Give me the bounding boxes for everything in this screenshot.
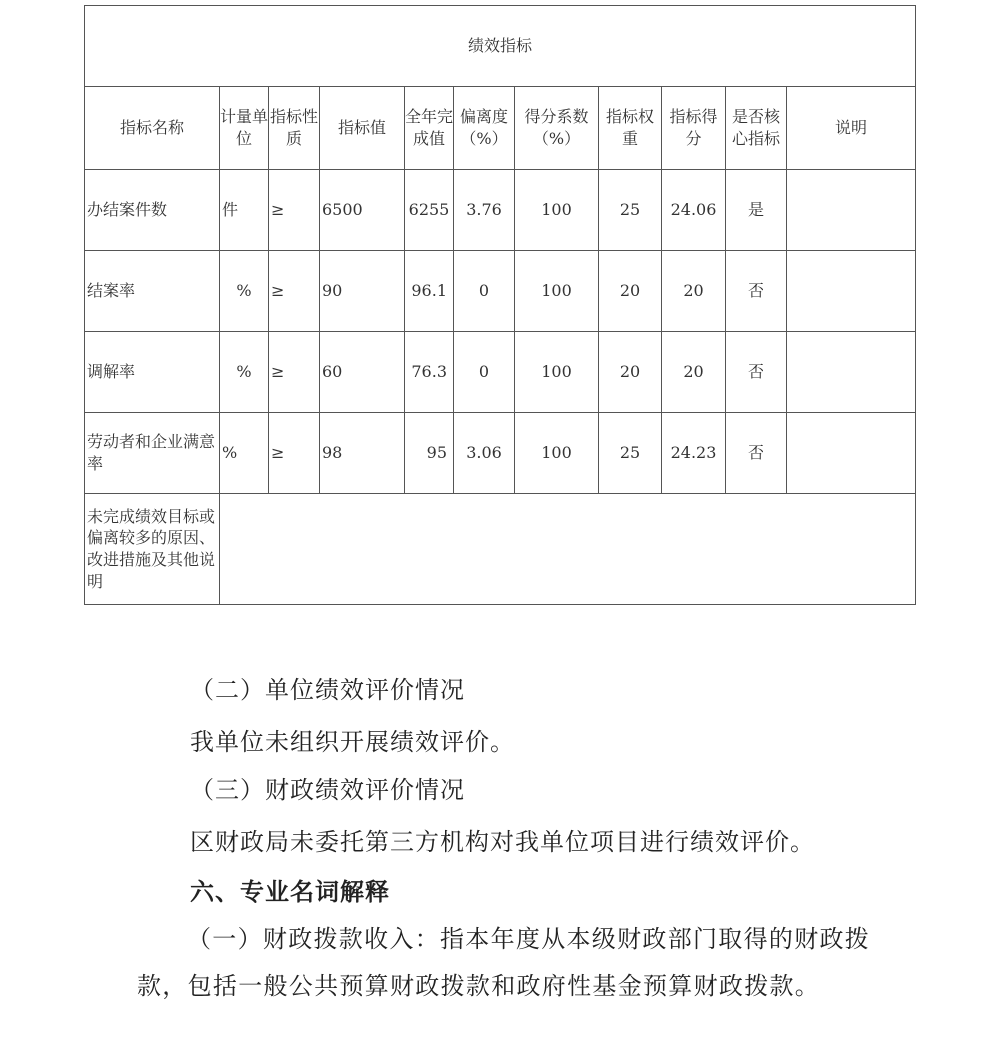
table-title: 绩效指标 xyxy=(85,6,916,87)
indicator-target: 98 xyxy=(320,413,405,494)
paragraph-unit-evaluation: 我单位未组织开展绩效评价。 xyxy=(190,728,515,756)
paragraph-finance-evaluation: 区财政局未委托第三方机构对我单位项目进行绩效评价。 xyxy=(190,828,815,856)
table-row xyxy=(85,251,916,332)
header-cell: 指标值 xyxy=(320,87,405,170)
heading-terms: 六、专业名词解释 xyxy=(190,877,390,906)
header-cell: 说明 xyxy=(787,87,916,170)
indicator-name: 结案率 xyxy=(85,251,220,332)
indicator-unit: 件 xyxy=(220,170,269,251)
heading-unit-evaluation: （二）单位绩效评价情况 xyxy=(190,676,465,704)
indicator-name: 办结案件数 xyxy=(85,170,220,251)
indicator-deviation: 3.76 xyxy=(454,170,515,251)
paragraph-term-1 xyxy=(137,916,897,1010)
indicator-deviation: 3.06 xyxy=(454,413,515,494)
heading-finance-evaluation: （三）财政绩效评价情况 xyxy=(190,776,465,804)
performance-indicator-table xyxy=(84,5,916,605)
indicator-core: 否 xyxy=(726,332,787,413)
table-header-row xyxy=(85,87,916,170)
indicator-nature: ≥ xyxy=(269,332,320,413)
indicator-core: 是 xyxy=(726,170,787,251)
header-cell: 得分系数（%） xyxy=(515,87,599,170)
indicator-note xyxy=(787,170,916,251)
indicator-actual: 95 xyxy=(405,413,454,494)
header-cell: 指标性质 xyxy=(269,87,320,170)
header-cell: 指标得分 xyxy=(662,87,726,170)
indicator-unit: % xyxy=(220,332,269,413)
indicator-score: 24.23 xyxy=(662,413,726,494)
indicator-name: 劳动者和企业满意率 xyxy=(85,413,220,494)
header-cell: 是否核心指标 xyxy=(726,87,787,170)
indicator-coef: 100 xyxy=(515,170,599,251)
indicator-target: 90 xyxy=(320,251,405,332)
indicator-coef: 100 xyxy=(515,413,599,494)
indicator-deviation: 0 xyxy=(454,332,515,413)
indicator-core: 否 xyxy=(726,251,787,332)
indicator-score: 20 xyxy=(662,332,726,413)
header-cell: 计量单位 xyxy=(220,87,269,170)
indicator-weight: 20 xyxy=(599,332,662,413)
indicator-deviation: 0 xyxy=(454,251,515,332)
indicator-nature: ≥ xyxy=(269,413,320,494)
indicator-unit: % xyxy=(220,413,269,494)
indicator-actual: 6255 xyxy=(405,170,454,251)
indicator-target: 6500 xyxy=(320,170,405,251)
indicator-score: 20 xyxy=(662,251,726,332)
indicator-weight: 25 xyxy=(599,413,662,494)
indicator-actual: 96.1 xyxy=(405,251,454,332)
indicator-coef: 100 xyxy=(515,251,599,332)
indicator-weight: 25 xyxy=(599,170,662,251)
indicator-unit: % xyxy=(220,251,269,332)
indicator-core: 否 xyxy=(726,413,787,494)
header-cell: 偏离度（%） xyxy=(454,87,515,170)
term-1-text: （一）财政拨款收入：指本年度从本级财政部门取得的财政拨款，包括一般公共预算财政拨款和政府性基金预算财政拨款。 xyxy=(137,925,871,1000)
table-row xyxy=(85,170,916,251)
indicator-target: 60 xyxy=(320,332,405,413)
indicator-actual: 76.3 xyxy=(405,332,454,413)
table-row xyxy=(85,332,916,413)
indicator-name: 调解率 xyxy=(85,332,220,413)
table-row xyxy=(85,413,916,494)
footer-value xyxy=(220,494,916,605)
table-footer-row xyxy=(85,494,916,605)
indicator-note xyxy=(787,413,916,494)
header-cell: 指标权重 xyxy=(599,87,662,170)
indicator-nature: ≥ xyxy=(269,251,320,332)
indicator-note xyxy=(787,332,916,413)
indicator-weight: 20 xyxy=(599,251,662,332)
indicator-note xyxy=(787,251,916,332)
header-cell: 全年完成值 xyxy=(405,87,454,170)
header-cell: 指标名称 xyxy=(85,87,220,170)
footer-label: 未完成绩效目标或偏离较多的原因、改进措施及其他说明 xyxy=(85,494,220,605)
indicator-nature: ≥ xyxy=(269,170,320,251)
indicator-coef: 100 xyxy=(515,332,599,413)
indicator-score: 24.06 xyxy=(662,170,726,251)
